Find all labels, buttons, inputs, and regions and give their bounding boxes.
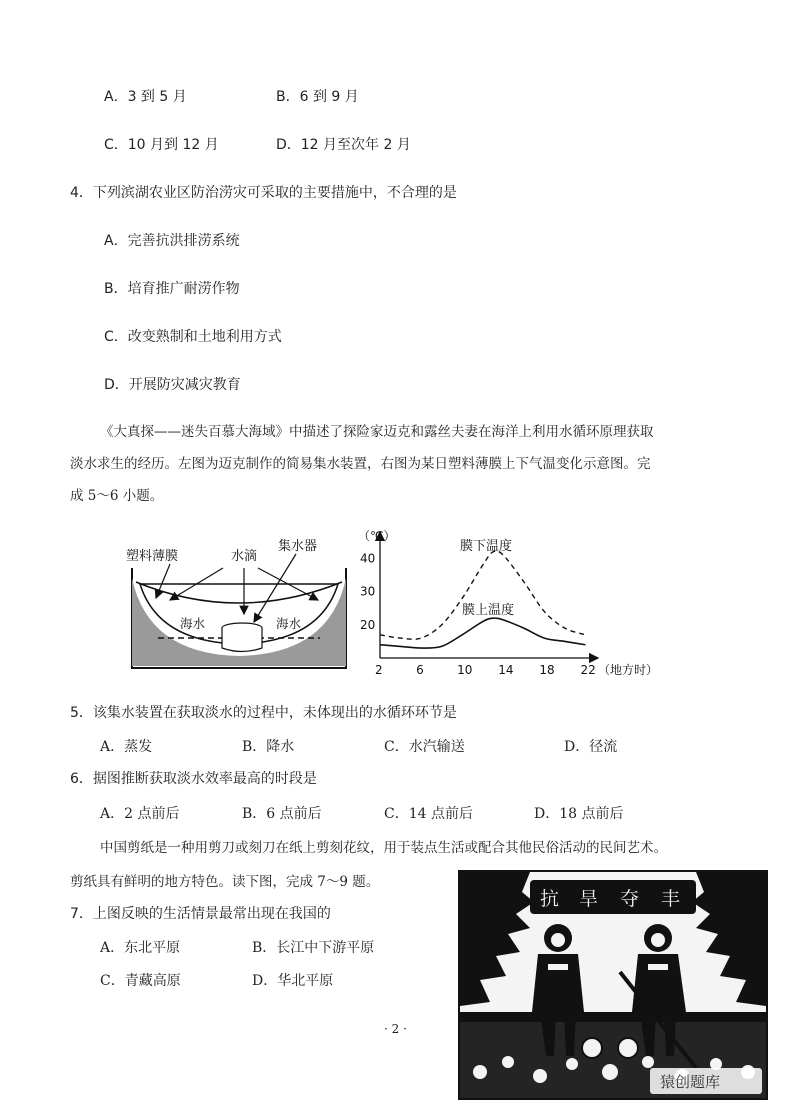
q7-option-d: D．华北平原 [252,973,334,989]
collector-cup [222,628,262,652]
right-foliage [692,872,766,1006]
passage-1-line-2: 淡水求生的经历。左图为迈克制作的简易集水装置，右图为某日塑料薄膜上下气温变化示意图。完 [70,456,651,472]
q3-option-d: D．12 月至次年 2 月 [276,137,411,153]
x-tick-label: 10 [457,663,473,677]
q6-option-a: A．2 点前后 [100,806,180,822]
passage-1 [70,416,720,512]
q3-option-c: C．10 月到 12 月 [104,137,219,153]
page-number: · 2 · [384,1022,407,1036]
q4-option-b: B．培育推广耐涝作物 [104,281,240,297]
banner-char-3: 夺 [620,888,640,910]
x-tick-label: 22 [580,663,596,677]
q5-option-d: D．径流 [564,739,618,755]
label-sea-left: 海水 [180,616,206,631]
passage-1-line-3: 成 5～6 小题。 [70,488,164,504]
temperature-chart [356,524,662,680]
passage-2-line-1: 中国剪纸是一种用剪刀或刻刀在纸上剪刻花纹，用于装点生活或配合其他民俗活动的民间艺术。 [100,840,667,856]
q5-option-c: C．水汽输送 [384,739,465,755]
label-drop: 水滴 [231,549,258,564]
y-axis-label: （℃） [358,529,396,543]
watermark: 猿创题库 [660,1073,721,1091]
paper-cut-image [458,870,768,1100]
x-tick-label: 18 [539,663,555,677]
passage-1-line-1: 《大真探——迷失百慕大海域》中描述了探险家迈克和露丝夫妻在海洋上利用水循环原理获取 [100,424,654,440]
pipe-left [582,1038,602,1058]
legend-under-film: 膜下温度 [460,539,513,554]
water-collector-diagram [118,528,354,674]
y-tick-label: 30 [360,584,376,599]
left-foliage [460,872,534,1006]
pipe-right [618,1038,638,1058]
legend-over-film: 膜上温度 [462,603,515,618]
y-tick-label: 20 [360,617,376,632]
ground-band [460,1012,766,1022]
q6-option-d: D．18 点前后 [534,806,624,822]
q5-option-a: A．蒸发 [100,739,153,755]
series-under-film [380,551,585,639]
x-tick-label: 2 [375,663,383,677]
banner-char-1: 抗 [540,888,560,910]
banner-char-4: 丰 [661,888,681,910]
label-sea-right: 海水 [276,616,302,631]
q6-option-b: B．6 点前后 [242,806,322,822]
q6-option-c: C．14 点前后 [384,806,473,822]
q6-stem: 6．据图推断获取淡水效率最高的时段是 [70,771,317,787]
paper-cut-illustration [460,872,766,1098]
banner-char-2: 旱 [579,888,599,910]
label-film: 塑料薄膜 [126,549,179,564]
q4-stem: 4．下列滨湖农业区防治涝灾可采取的主要措施中，不合理的是 [70,185,457,201]
passage-2-line-2: 剪纸具有鲜明的地方特色。读下图，完成 7～9 题。 [70,874,380,890]
x-axis-label: （地方时） [598,663,659,677]
y-tick-label: 40 [360,551,376,566]
series-over-film [380,618,585,648]
q3-option-b: B．6 到 9 月 [276,89,359,105]
q4-option-c: C．改变熟制和土地利用方式 [104,329,282,345]
q5-option-b: B．降水 [242,739,295,755]
q5-stem: 5．该集水装置在获取淡水的过程中，未体现出的水循环环节是 [70,705,457,721]
x-tick-label: 14 [498,663,514,677]
q7-stem: 7．上图反映的生活情景最常出现在我国的 [70,906,331,922]
q7-option-a: A．东北平原 [100,940,181,956]
q7-option-b: B．长江中下游平原 [252,940,375,956]
q4-option-d: D．开展防灾减灾教育 [104,377,241,393]
q4-option-a: A．完善抗洪排涝系统 [104,233,240,249]
x-tick-label: 6 [416,663,424,677]
q3-option-a: A．3 到 5 月 [104,89,187,105]
q7-option-c: C．青藏高原 [100,973,181,989]
label-collector: 集水器 [278,539,318,554]
